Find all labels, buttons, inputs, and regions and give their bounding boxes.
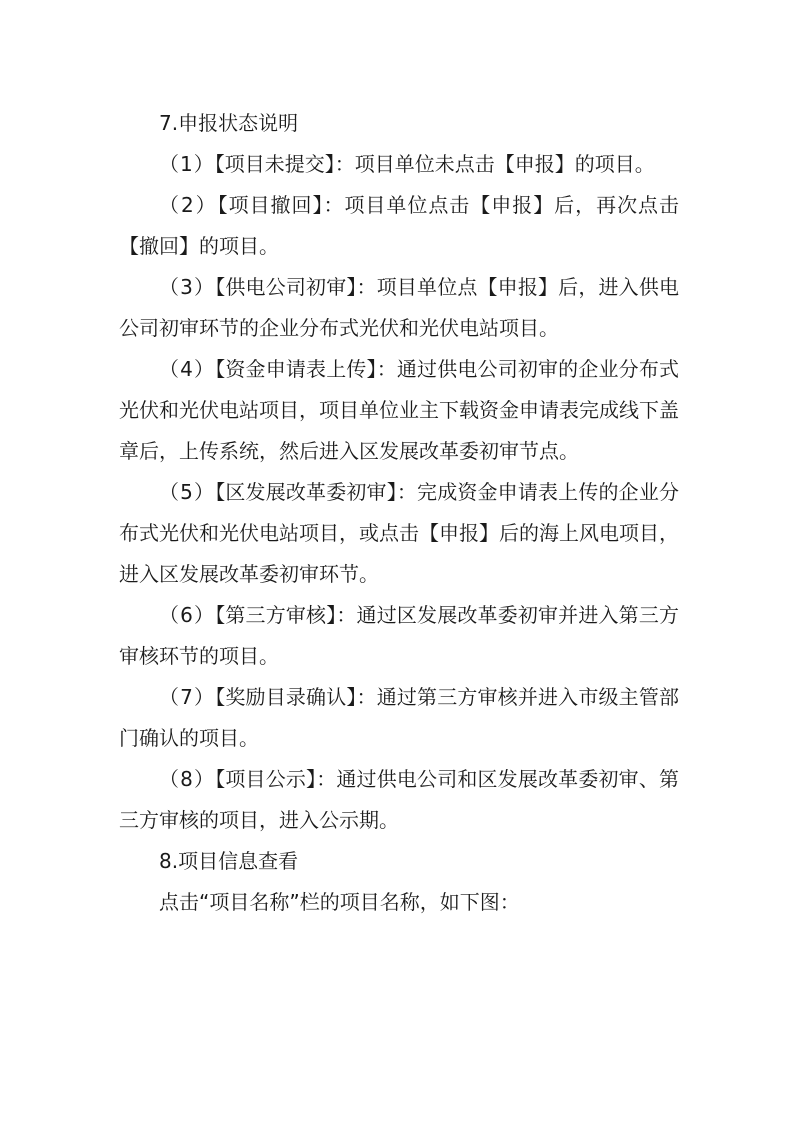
status-item-6	[119, 595, 679, 677]
status-item-5	[119, 472, 679, 595]
section-8-instruction: 点击“项目名称”栏的项目名称，如下图：	[159, 890, 520, 914]
document-body	[119, 103, 679, 923]
item-label: 【项目未提交】	[214, 152, 335, 176]
status-item-1	[119, 144, 679, 185]
item-number: （1）	[159, 152, 215, 176]
item-label: 【资金申请表上传】	[215, 357, 377, 381]
item-number: （6）	[159, 603, 216, 627]
item-text: 通过区发展改革委初审并进入第三方审核环节的项目。	[119, 603, 680, 668]
item-label: 【区发展改革委初审】	[215, 480, 397, 504]
item-text: 项目单位点【申报】后，进入供电公司初审环节的企业分布式光伏和光伏电站项目。	[119, 275, 679, 340]
item-number: （8）	[159, 767, 216, 791]
item-separator: ：	[356, 685, 377, 709]
status-item-4	[119, 349, 679, 472]
item-label: 【奖励目录确认】	[215, 685, 357, 709]
item-text: 通过供电公司初审的企业分布式光伏和光伏电站项目，项目单位业主下载资金申请表完成线下盖章后，上传系统，然后进入区发展改革委初审节点。	[119, 357, 680, 463]
section-8-heading: 8.项目信息查看	[159, 849, 299, 873]
item-separator: ：	[396, 480, 418, 504]
status-item-8	[119, 759, 679, 841]
item-number: （5）	[159, 480, 216, 504]
item-separator: ：	[336, 603, 357, 627]
item-text: 通过供电公司和区发展改革委初审、第三方审核的项目，进入公示期。	[119, 767, 679, 832]
item-text: 项目单位未点击【申报】的项目。	[354, 152, 655, 176]
item-label: 【项目撤回】	[217, 193, 324, 217]
item-separator: ：	[334, 152, 355, 176]
item-label: 【供电公司初审】	[215, 275, 357, 299]
status-item-2	[119, 185, 679, 267]
item-separator: ：	[376, 357, 397, 381]
item-label: 【项目公示】	[215, 767, 317, 791]
item-separator: ：	[356, 275, 377, 299]
item-separator: ：	[316, 767, 337, 791]
item-number: （4）	[159, 357, 216, 381]
item-text: 项目单位点击【申报】后，再次点击【撤回】的项目。	[119, 193, 680, 258]
item-text: 通过第三方审核并进入市级主管部门确认的项目。	[119, 685, 679, 750]
item-number: （3）	[159, 275, 216, 299]
item-label: 【第三方审核】	[215, 603, 337, 627]
item-separator: ：	[323, 193, 345, 217]
item-number: （7）	[159, 685, 216, 709]
section-7-heading: 7.申报状态说明	[159, 111, 299, 135]
status-item-7	[119, 677, 679, 759]
item-number: （2）	[159, 193, 218, 217]
item-text: 完成资金申请表上传的企业分布式光伏和光伏电站项目，或点击【申报】后的海上风电项目，进入区发展改革委初审环节。	[119, 480, 679, 586]
status-item-3	[119, 267, 679, 349]
